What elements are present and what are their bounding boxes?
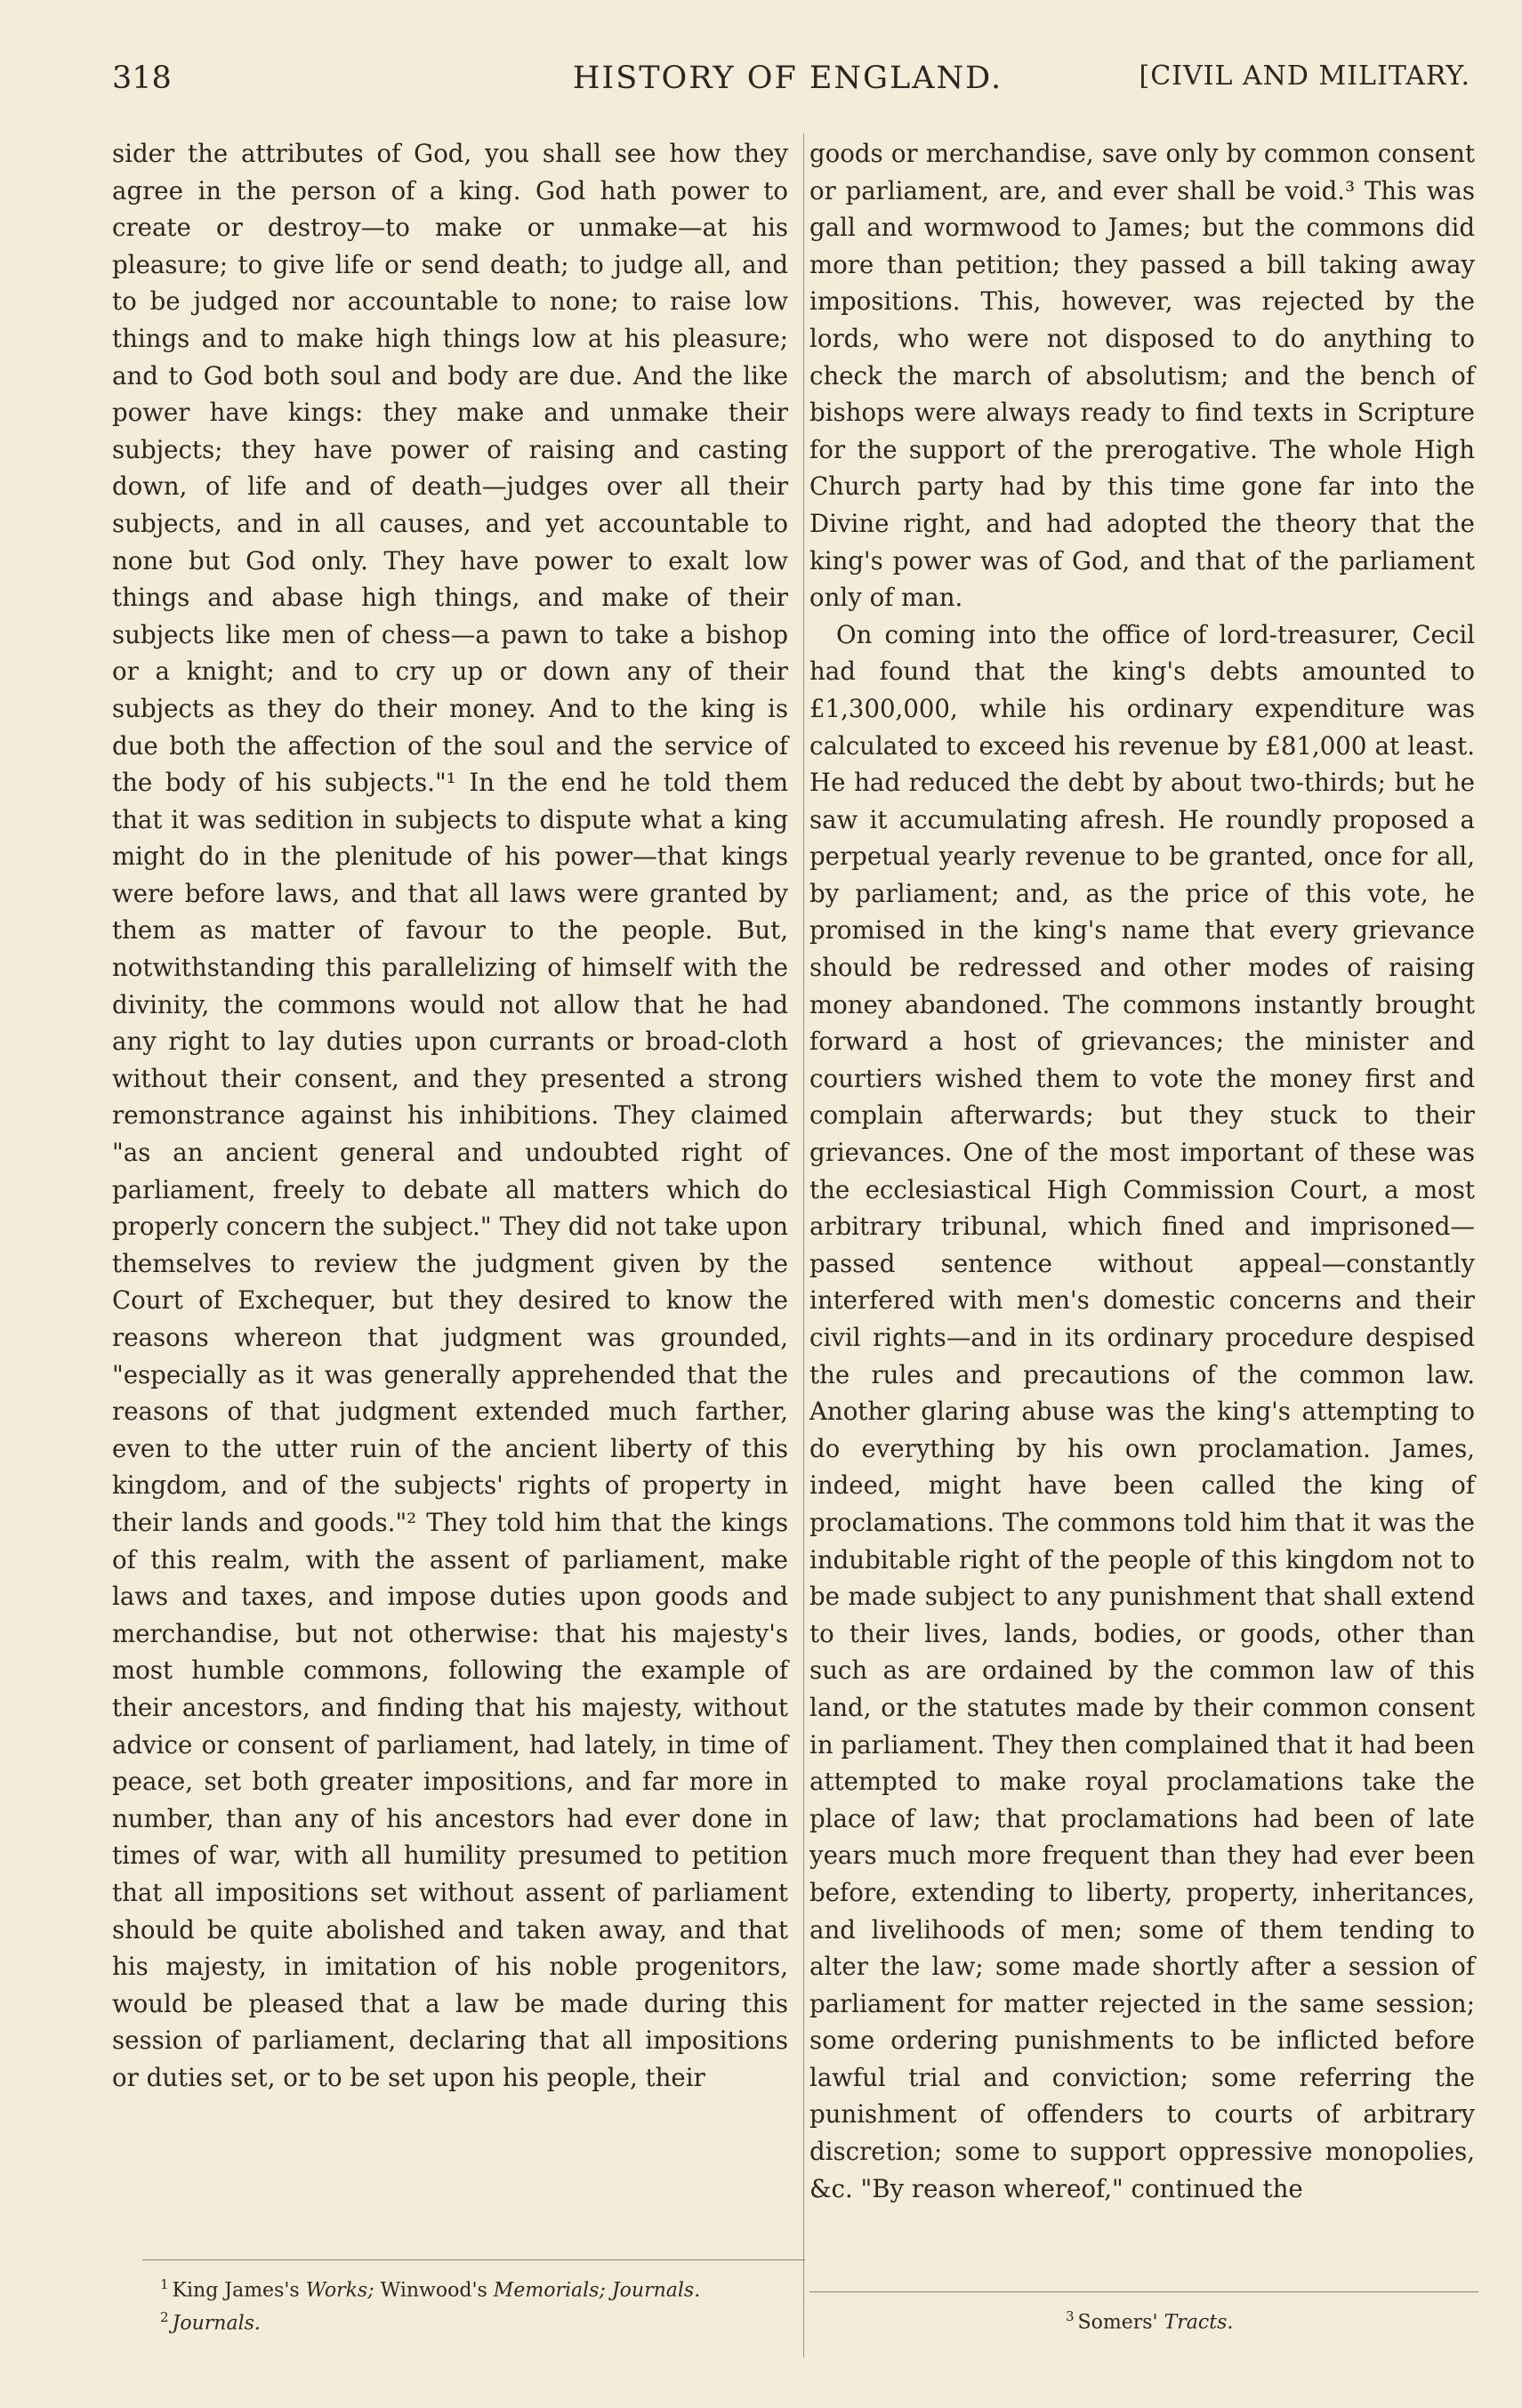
footnote bbox=[160, 2304, 783, 2337]
footnote bbox=[1066, 2303, 1457, 2336]
footnotes-left bbox=[160, 2271, 783, 2338]
footnote-rule-left bbox=[142, 2259, 805, 2260]
footnote-rule-right bbox=[809, 2291, 1478, 2292]
footnote-marker: 3 bbox=[1066, 2308, 1075, 2324]
running-title: HISTORY OF ENGLAND. bbox=[572, 60, 1003, 96]
footnote-text: King James's bbox=[172, 2279, 306, 2302]
paragraph: sider the attributes of God, you shall see how they agree in the person of a king. God hath power to create or destroy—to make or unmake—at his pleasure; to give life or send death; to judge all, and to be judged nor accountable to none; to raise low things and to make high things low at his pleasure; and to God both soul and body are due. And the like power have kings: they make and unmake their subjects; they have power of raising and casting down, of life and of death—judges over all their subjects, and in all causes, and yet accountable to none but God only. They have power to exalt low things and abase high things, and make of their subjects like men of chess—a pawn to take a bishop or a knight; and to cry up or down any of their subjects as they do their money. And to the king is due both the affection of the soul and the service of the body of his subjects."¹ In the end he told them that it was sedition in subjects to dispute what a king might do in the plenitude of his power—that kings were before laws, and that all laws were granted by them as matter of favour to the people. But, notwithstanding this parallelizing of himself with the divinity, the commons would not allow that he had any right to lay duties upon currants or broad-cloth without their consent, and they presented a strong remonstrance against his inhibitions. They claimed "as an ancient general and undoubted right of parliament, freely to debate all matters which do properly concern the subject." They did not take upon themselves to review the judgment given by the Court of Exchequer, but they desired to know the reasons whereon that judgment was grounded, "especially as it was generally apprehended that the reasons of that judgment extended much farther, even to the utter ruin of the ancient liberty of this kingdom, and of the subjects' rights of property in their lands and goods."² They told him that the kings of this realm, with the assent of parliament, make laws and taxes, and impose duties upon goods and merchandise, but not otherwise: that his majesty's most humble commons, following the example of their ancestors, and finding that his majesty, without advice or consent of parliament, had lately, in time of peace, set both greater impositions, and far more in number, than any of his ancestors had ever done in times of war, with all humility presumed to petition that all impositions set without assent of parliament should be quite abolished and taken away, and that his majesty, in imitation of his noble progenitors, would be pleased that a law be made during this session of parliament, declaring that all impositions or duties set, or to be set upon his people, their bbox=[112, 139, 788, 2092]
footnote-title: Memorials; Journals. bbox=[493, 2279, 701, 2302]
paragraph: goods or merchandise, save only by common consent or parliament, are, and ever shall be void.³ This was gall and wormwood to James; but the commons did more than petition; they passed a bill taking away impositions. This, however, was rejected by the lords, who were not disposed to do anything to check the march of absolutism; and the bench of bishops were always ready to find texts in Scripture for the support of the prerogative. The whole High Church party had by this time gone far into the Divine right, and had adopted the theory that the king's power was of God, and that of the parliament only of man. bbox=[809, 139, 1475, 613]
section-tag: [CIVIL AND MILITARY. bbox=[1139, 60, 1470, 92]
page-number: 318 bbox=[112, 60, 172, 96]
paragraph: On coming into the office of lord-treasurer, Cecil had found that the king's debts amounted to £1,300,000, while his ordinary expenditure was calculated to exceed his revenue by £81,000 at least. He had reduced the debt by about two-thirds; but he saw it accumulating afresh. He roundly proposed a perpetual yearly revenue to be granted, once for all, by parliament; and, as the price of this vote, he promised in the king's name that every grievance should be redressed and other modes of raising money abandoned. The commons instantly brought forward a host of grievances; the minister and courtiers wished them to vote the money first and complain afterwards; but they stuck to their grievances. One of the most important of these was the ecclesiastical High Commission Court, a most arbitrary tribunal, which fined and imprisoned—passed sentence without appeal—constantly interfered with men's domestic concerns and their civil rights—and in its ordinary procedure despised the rules and precautions of the common law. Another glaring abuse was the king's attempting to do everything by his own proclamation. James, indeed, might have been called the king of proclamations. The commons told him that it was the indubitable right of the people of this kingdom not to be made subject to any punishment that shall extend to their lives, lands, bodies, or goods, other than such as are ordained by the common law of this land, or the statutes made by their common consent in parliament. They then complained that it had been attempted to make royal proclamations take the place of law; that proclamations had been of late years much more frequent than they had ever been before, extending to liberty, property, inheritances, and livelihoods of men; some of them tending to alter the law; some made shortly after a session of parliament for matter rejected in the same session; some ordering punishments to be inflicted before lawful trial and conviction; some referring the punishment of offenders to courts of arbitrary discretion; some to support oppressive monopolies, &c. "By reason whereof," continued the bbox=[809, 619, 1475, 2203]
footnote-text: Winwood's bbox=[380, 2279, 494, 2302]
footnote-marker: 2 bbox=[160, 2309, 169, 2326]
footnote-title: Journals. bbox=[172, 2312, 261, 2335]
footnote-title: Works; bbox=[305, 2279, 381, 2302]
footnote-marker: 1 bbox=[160, 2276, 169, 2292]
column-right bbox=[809, 135, 1475, 2226]
footnotes-right bbox=[1066, 2303, 1457, 2336]
footnote-title: Tracts. bbox=[1164, 2311, 1234, 2334]
page-header bbox=[105, 53, 1470, 107]
column-left bbox=[112, 135, 788, 2226]
footnote-text: Somers' bbox=[1077, 2311, 1164, 2334]
column-divider bbox=[803, 133, 804, 2357]
footnote bbox=[160, 2271, 783, 2304]
